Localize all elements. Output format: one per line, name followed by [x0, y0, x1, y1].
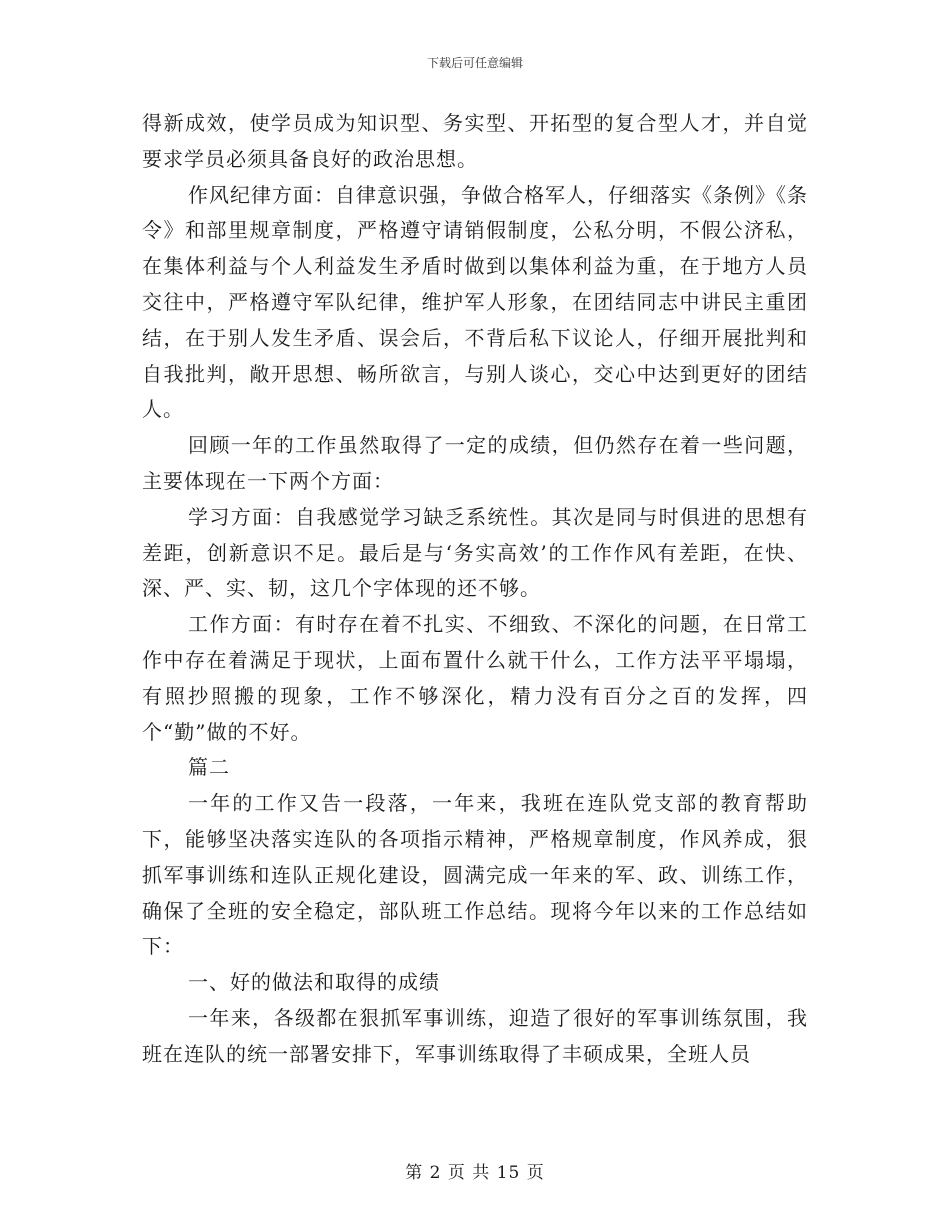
paragraph-2: 作风纪律方面：自律意识强，争做合格军人，仔细落实《条例》《条令》和部里规章制度，严格遵守请销假制度，公私分明，不假公济私，在集体利益与个人利益发生矛盾时做到以集体利益为重，在于地方人员交往中，严格遵守军队纪律，维护军人形象，在团结同志中讲民主重团结，在于别人发生矛盾、误会后，不背后私下议论人，仔细开展批判和自我批判，敞开思想、畅所欲言，与别人谈心，交心中达到更好的团结人。	[142, 182, 808, 422]
section-heading-pian-er: 篇二	[188, 755, 230, 780]
paragraph-5: 工作方面：有时存在着不扎实、不细致、不深化的问题，在日常工作中存在着满足于现状，上面布置什么就干什么，工作方法平平塌塌，有照抄照搬的现象，工作不够深化，精力没有百分之百的发挥，四个“勤”做的不好。	[142, 612, 808, 744]
page-number-footer: 第 2 页 共 15 页	[405, 1163, 545, 1183]
paragraph-3: 回顾一年的工作虽然取得了一定的成绩，但仍然存在着一些问题，主要体现在一下两个方面：	[142, 433, 808, 493]
paragraph-6: 一年的工作又告一段落，一年来，我班在连队党支部的教育帮助下，能够坚决落实连队的各项指示精神，严格规章制度，作风养成，狠抓军事训练和连队正规化建设，圆满完成一年来的军、政、训练工作，确保了全班的安全稳定，部队班工作总结。现将今年以来的工作总结如下：	[142, 791, 808, 959]
paragraph-1: 得新成效，使学员成为知识型、务实型、开拓型的复合型人才，并自觉要求学员必须具备良好的政治思想。	[142, 111, 808, 171]
paragraph-4: 学习方面：自我感觉学习缺乏系统性。其次是同与时俱进的思想有差距，创新意识不足。最后是与‘务实高效’的工作作风有差距，在快、深、严、实、韧，这几个字体现的还不够。	[142, 504, 808, 601]
document-body	[142, 106, 808, 1073]
page-header: 下载后可任意编辑	[426, 56, 523, 70]
paragraph-7: 一年来，各级都在狠抓军事训练，迎造了很好的军事训练氛围，我班在连队的统一部署安排下，军事训练取得了丰硕成果，全班人员	[142, 1005, 808, 1066]
subsection-heading: 一、好的做法和取得的成绩	[188, 970, 440, 995]
